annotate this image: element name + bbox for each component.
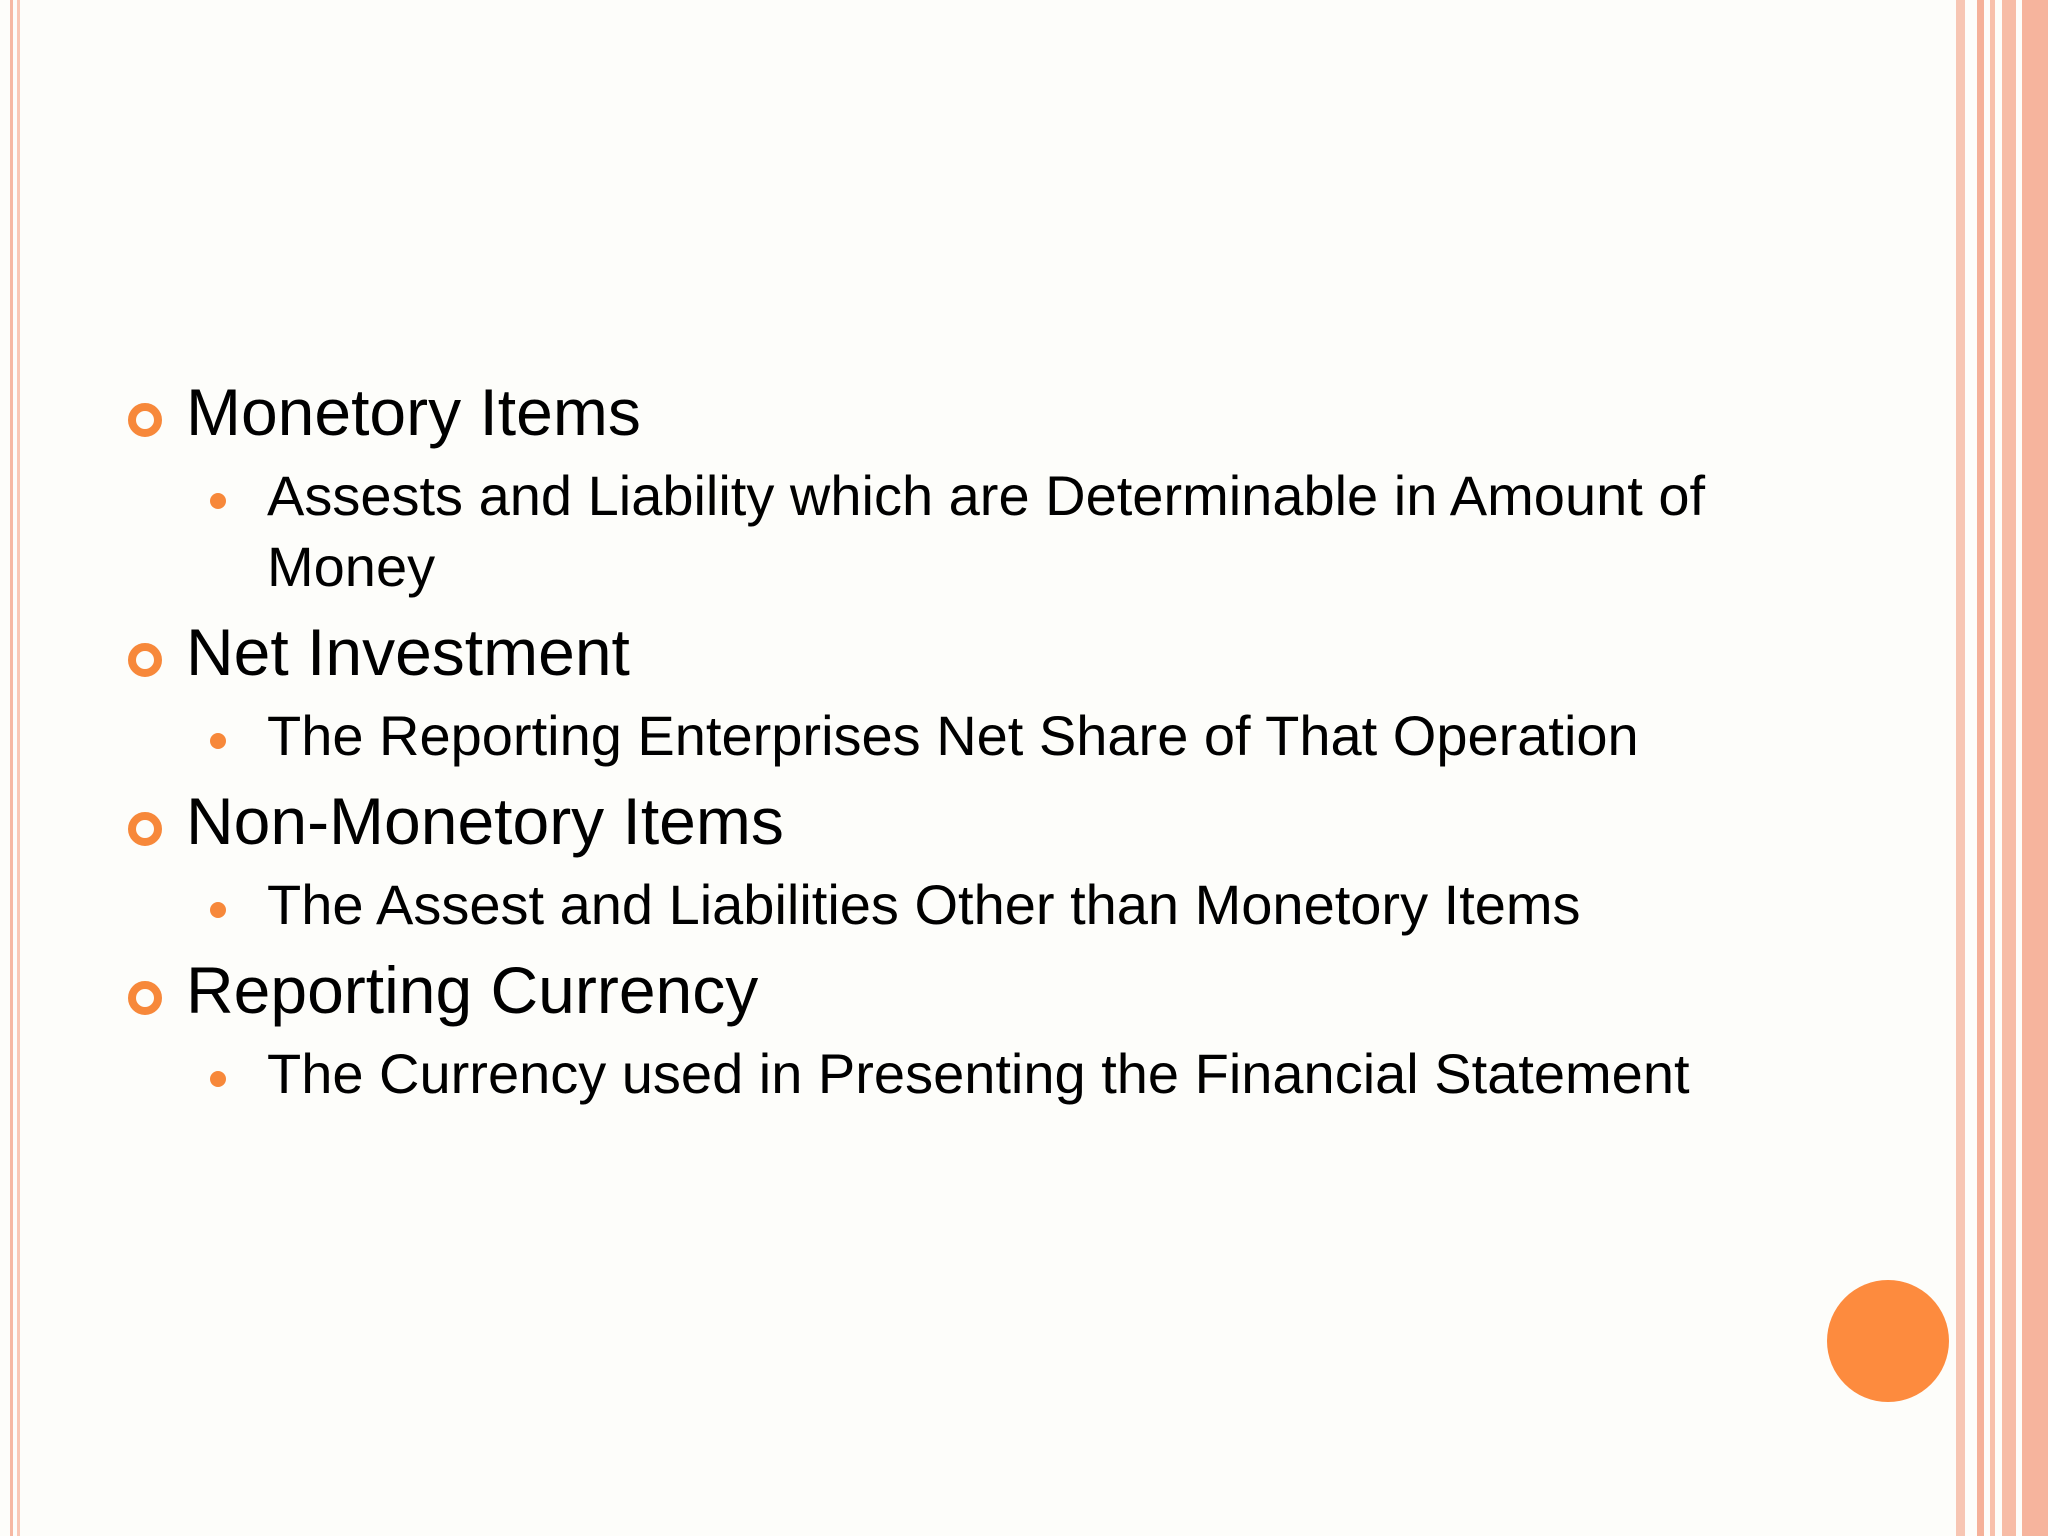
item-title: Non-Monetory Items [186,784,784,858]
item-detail: The Assest and Liabilities Other than Monetory Items [267,873,1581,936]
right-border-stripe [2002,0,2016,1536]
dot-bullet-icon [210,493,226,509]
list-item [120,779,1760,948]
sub-item [120,869,1760,940]
dot-bullet-icon [210,1071,226,1087]
bullet-list [120,370,1760,1109]
sub-item [120,1038,1760,1109]
item-title: Monetory Items [186,375,641,449]
right-border-stripe [1956,0,1965,1536]
sub-item [120,460,1760,602]
item-title: Reporting Currency [186,953,759,1027]
sub-item [120,700,1760,771]
list-item [120,948,1760,1109]
right-border-stripe [1990,0,1995,1536]
ring-bullet-icon [128,812,162,846]
item-detail: The Reporting Enterprises Net Share of That Operation [267,704,1639,767]
item-title: Net Investment [186,615,630,689]
ring-bullet-icon [128,981,162,1015]
right-border-stripe [1977,0,1984,1536]
dot-bullet-icon [210,902,226,918]
left-border-stripe [10,0,13,1536]
item-detail: The Currency used in Presenting the Financial Statement [267,1042,1690,1105]
accent-circle-icon [1827,1280,1949,1402]
ring-bullet-icon [128,403,162,437]
list-item [120,370,1760,610]
right-border-stripe [2022,0,2048,1536]
list-item [120,610,1760,779]
left-border-stripe-inner [17,0,20,1536]
dot-bullet-icon [210,733,226,749]
item-detail: Assests and Liability which are Determinable in Amount of Money [267,464,1706,598]
ring-bullet-icon [128,643,162,677]
